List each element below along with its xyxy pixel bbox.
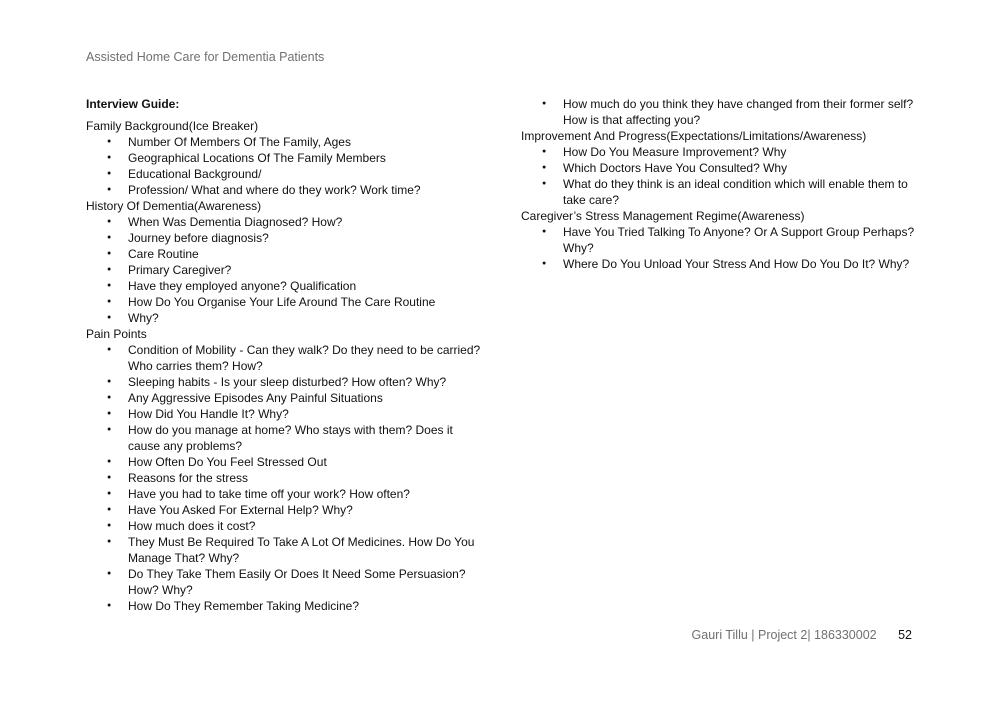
section-title: Caregiver’s Stress Management Regime(Awareness) bbox=[521, 209, 805, 223]
page-footer bbox=[692, 628, 912, 642]
question-item: ● When Was Dementia Diagnosed? How? bbox=[128, 214, 486, 230]
question-item: ● Have they employed anyone? Qualification bbox=[128, 278, 486, 294]
question-item: ● Sleeping habits - Is your sleep disturbed? How often? Why? bbox=[128, 374, 486, 390]
question-item: ● How Do They Remember Taking Medicine? bbox=[128, 598, 486, 614]
question-item: ● Primary Caregiver? bbox=[128, 262, 486, 278]
question-item: ● Have You Asked For External Help? Why? bbox=[128, 502, 486, 518]
question-item: ● Profession/ What and where do they work? Work time? bbox=[128, 182, 486, 198]
page-header: Assisted Home Care for Dementia Patients bbox=[86, 50, 325, 64]
question-item: ● They Must Be Required To Take A Lot Of Medicines. How Do You Manage That? Why? bbox=[128, 534, 486, 566]
question-item: ● Condition of Mobility - Can they walk? Do they need to be carried? Who carries them? How? bbox=[128, 342, 486, 374]
question-item: ● How Often Do You Feel Stressed Out bbox=[128, 454, 486, 470]
question-item: ● How Do You Organise Your Life Around The Care Routine bbox=[128, 294, 486, 310]
question-item: ● Where Do You Unload Your Stress And How Do You Do It? Why? bbox=[563, 256, 916, 272]
question-list bbox=[521, 224, 916, 272]
left-column bbox=[86, 96, 486, 614]
question-item: ● How Did You Handle It? Why? bbox=[128, 406, 486, 422]
question-list bbox=[86, 134, 486, 198]
question-item: ● Care Routine bbox=[128, 246, 486, 262]
question-item: ● Why? bbox=[128, 310, 486, 326]
question-item: ● How do you manage at home? Who stays with them? Does it cause any problems? bbox=[128, 422, 486, 454]
section-title: Improvement And Progress(Expectations/Limitations/Awareness) bbox=[521, 129, 867, 143]
section-title: Pain Points bbox=[86, 327, 147, 341]
question-item: ● Have you had to take time off your work? How often? bbox=[128, 486, 486, 502]
question-item: ● Do They Take Them Easily Or Does It Need Some Persuasion? How? Why? bbox=[128, 566, 486, 598]
question-item: ● Reasons for the stress bbox=[128, 470, 486, 486]
question-list bbox=[86, 214, 486, 326]
section-title: History Of Dementia(Awareness) bbox=[86, 199, 262, 213]
question-item: ● Have You Tried Talking To Anyone? Or A Support Group Perhaps? Why? bbox=[563, 224, 916, 256]
interview-guide-title: Interview Guide: bbox=[86, 97, 180, 111]
question-item: ● Any Aggressive Episodes Any Painful Situations bbox=[128, 390, 486, 406]
footer-author-project: Gauri Tillu | Project 2| 186330002 bbox=[691, 628, 877, 642]
question-item: ● Which Doctors Have You Consulted? Why bbox=[563, 160, 916, 176]
question-item: ● Geographical Locations Of The Family Members bbox=[128, 150, 486, 166]
question-item: ● Educational Background/ bbox=[128, 166, 486, 182]
section-title: Family Background(Ice Breaker) bbox=[86, 119, 259, 133]
question-list bbox=[521, 144, 916, 208]
question-item: ● What do they think is an ideal condition which will enable them to take care? bbox=[563, 176, 916, 208]
question-item: ● How much does it cost? bbox=[128, 518, 486, 534]
question-item: ● Number Of Members Of The Family, Ages bbox=[128, 134, 486, 150]
question-item: ● How much do you think they have changed from their former self? How is that affecting you? bbox=[563, 96, 916, 128]
right-column bbox=[521, 96, 916, 272]
page-number: 52 bbox=[898, 628, 912, 642]
right-sections bbox=[521, 128, 916, 272]
question-item: ● How Do You Measure Improvement? Why bbox=[563, 144, 916, 160]
question-list bbox=[86, 342, 486, 614]
continued-question-list bbox=[521, 96, 916, 128]
left-sections bbox=[86, 118, 486, 614]
question-item: ● Journey before diagnosis? bbox=[128, 230, 486, 246]
